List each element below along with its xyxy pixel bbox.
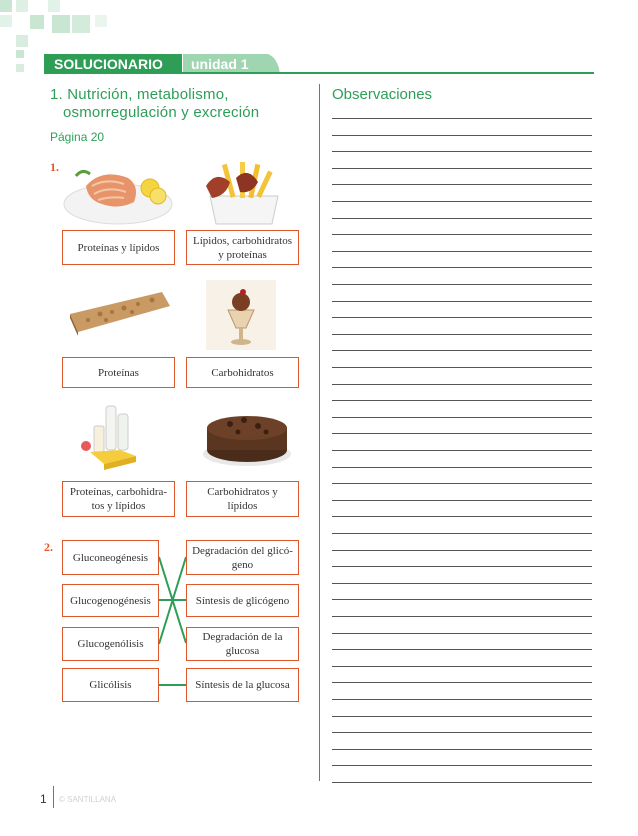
observation-line [332, 467, 592, 468]
observation-line [332, 649, 592, 650]
observation-line [332, 500, 592, 501]
observation-line [332, 516, 592, 517]
dairy-products-image [80, 404, 144, 470]
observation-line [332, 284, 592, 285]
observation-line [332, 566, 592, 567]
observation-line [332, 168, 592, 169]
observation-line [332, 716, 592, 717]
right-term-3: Degradación de la glucosa [186, 627, 299, 661]
answer-box-5: Proteínas, carbohidra-tos y lípidos [62, 481, 175, 517]
title-line-1: 1. Nutrición, metabolismo, [50, 86, 229, 103]
observation-line [332, 218, 592, 219]
observation-line [332, 749, 592, 750]
observation-line [332, 118, 592, 119]
footer-bar [53, 786, 54, 808]
footer-logo: © SANTILLANA [59, 795, 117, 804]
observation-line [332, 732, 592, 733]
observation-line [332, 633, 592, 634]
observation-line [332, 550, 592, 551]
page-title [50, 86, 310, 122]
observation-line [332, 201, 592, 202]
answer-box-6: Carbohidratos y lípidos [186, 481, 299, 517]
unit-label: unidad 1 [183, 54, 268, 74]
answer-box-2: Lípidos, carbohidratos y proteínas [186, 230, 299, 265]
section-label: SOLUCIONARIO [44, 54, 182, 74]
exercise-1-number: 1. [50, 160, 59, 174]
observation-line [332, 350, 592, 351]
answer-box-4: Carbohidratos [186, 357, 299, 388]
observation-line [332, 483, 592, 484]
observation-line [332, 433, 592, 434]
observation-line [332, 317, 592, 318]
title-line-2: osmorregulación y excreción [63, 104, 260, 121]
observation-line [332, 334, 592, 335]
observation-line [332, 682, 592, 683]
fries-and-bacon-image [196, 156, 292, 226]
answer-box-1: Proteínas y lípidos [62, 230, 175, 265]
page-reference: Página 20 [50, 130, 105, 144]
observation-line [332, 184, 592, 185]
observations-title: Observaciones [332, 86, 433, 103]
observation-line [332, 765, 592, 766]
observation-line [332, 301, 592, 302]
cereal-bar-image [66, 284, 174, 336]
answer-box-3: Proteínas [62, 357, 175, 388]
observation-line [332, 417, 592, 418]
right-term-1: Degradación del glicó-geno [186, 540, 299, 575]
observation-line [332, 367, 592, 368]
right-term-4: Síntesis de la glucosa [186, 668, 299, 702]
salmon-plate-image [62, 156, 174, 226]
chocolate-cake-image [200, 404, 294, 468]
observation-line [332, 583, 592, 584]
ice-cream-sundae-image [206, 280, 276, 350]
page-number: 1 [40, 792, 47, 806]
observation-line [332, 251, 592, 252]
left-term-1: Gluconeogénesis [62, 540, 159, 575]
column-divider [319, 84, 320, 781]
observation-line [332, 267, 592, 268]
observation-line [332, 450, 592, 451]
banner-corner [262, 54, 280, 74]
observation-line [332, 533, 592, 534]
observation-line [332, 234, 592, 235]
banner-underline [44, 72, 594, 74]
observation-line [332, 699, 592, 700]
observation-line [332, 151, 592, 152]
observation-line [332, 384, 592, 385]
observation-line [332, 616, 592, 617]
left-term-4: Glicólisis [62, 668, 159, 702]
exercise-2-number: 2. [44, 540, 53, 554]
observation-line [332, 782, 592, 783]
right-term-2: Síntesis de glicógeno [186, 584, 299, 617]
observation-line [332, 599, 592, 600]
matching-lines [159, 540, 186, 702]
observation-line [332, 135, 592, 136]
left-term-2: Glucogenogénesis [62, 584, 159, 617]
observation-line [332, 666, 592, 667]
left-term-3: Glucogenólisis [62, 627, 159, 661]
observation-line [332, 400, 592, 401]
